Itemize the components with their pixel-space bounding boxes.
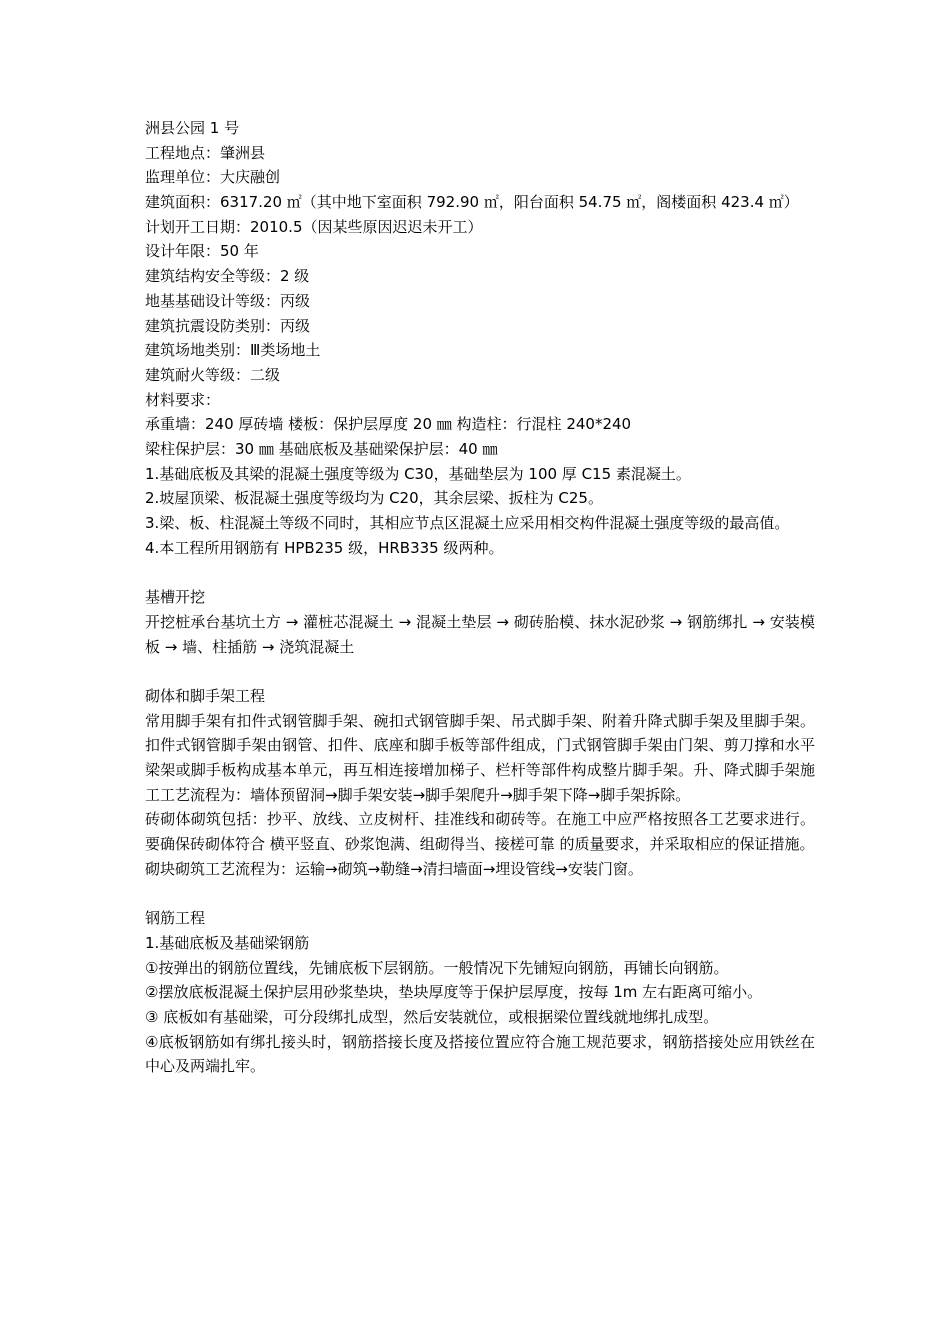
project-title: 洲县公园 1 号	[145, 119, 240, 137]
supervisor-unit: 监理单位：大庆融创	[145, 168, 281, 187]
seismic-class: 建筑抗震设防类别：丙级	[145, 316, 311, 335]
masonry-paragraph-3: 砌块砌筑工艺流程为：运输→砌筑→勒缝→清扫墙面→埋设管线→安装门窗。	[145, 859, 643, 878]
masonry-paragraph-1: 常用脚手架有扣件式钢管脚手架、碗扣式钢管脚手架、吊式脚手架、附着升降式脚手架及里脚手架。扣件式钢管脚手架由钢管、扣件、底座和脚手板等部件组成，门式钢管脚手架由门架、剪刀撑和水平梁架或脚手板构成基本单元，再互相连接增加梯子、栏杆等部件构成整片脚手架。升、降式脚手架施工工艺流程为：墙体预留洞→脚手架安装→脚手架爬升→脚手架下降→脚手架拆除。	[145, 711, 815, 804]
materials-line-1: 承重墙：240 厚砖墙 楼板：保护层厚度 20 ㎜ 构造柱：行混柱 240*240	[145, 415, 632, 434]
foundation-design-grade: 地基基础设计等级：丙级	[145, 291, 311, 310]
structural-safety-grade: 建筑结构安全等级：2 级	[145, 267, 310, 286]
masonry-paragraph-2: 砖砌体砌筑包括：抄平、放线、立皮树杆、挂准线和砌砖等。在施工中应严格按照各工艺要求进行。要确保砖砌体符合 横平竖直、砂浆饱满、组砌得当、接槎可靠 的质量要求，并采取相应的保证措施。	[145, 810, 815, 854]
site-class: 建筑场地类别：Ⅲ类场地土	[145, 341, 321, 360]
materials-line-2: 梁柱保护层：30 ㎜ 基础底板及基础梁保护层：40 ㎜	[145, 439, 498, 458]
building-area: 建筑面积：6317.20 ㎡（其中地下室面积 792.90 ㎡，阳台面积 54.75 ㎡，阁楼面积 423.4 ㎡）	[145, 193, 799, 212]
masonry-heading: 砌体和脚手架工程	[145, 686, 266, 705]
rebar-step-1: ①按弹出的钢筋位置线，先铺底板下层钢筋。一般情况下先铺短向钢筋，再铺长向钢筋。	[145, 958, 729, 977]
spacer	[145, 659, 815, 684]
requirement-3: 3.梁、板、柱混凝土等级不同时，其相应节点区混凝土应采用相交构件混凝土强度等级的最高值。	[145, 514, 790, 533]
requirement-1: 1.基础底板及其梁的混凝土强度等级为 C30，基础垫层为 100 厚 C15 素混凝土。	[145, 464, 691, 483]
requirement-4: 4.本工程所用钢筋有 HPB235 级，HRB335 级两种。	[145, 538, 504, 557]
project-location: 工程地点：肇洲县	[145, 143, 266, 162]
rebar-heading: 钢筋工程	[145, 909, 206, 928]
design-life: 设计年限：50 年	[145, 242, 259, 261]
excavation-heading: 基槽开挖	[145, 588, 206, 607]
fire-resistance-grade: 建筑耐火等级：二级	[145, 365, 281, 384]
rebar-subheading-1: 1.基础底板及基础梁钢筋	[145, 933, 310, 952]
document-body	[145, 116, 815, 1079]
rebar-step-3: ③ 底板如有基础梁，可分段绑扎成型，然后安装就位，或根据梁位置线就地绑扎成型。	[145, 1008, 719, 1026]
planned-start-date: 计划开工日期：2010.5（因某些原因迟迟未开工）	[145, 217, 483, 236]
spacer	[145, 560, 815, 585]
rebar-step-4: ④底板钢筋如有绑扎接头时，钢筋搭接长度及搭接位置应符合施工规范要求，钢筋搭接处应用铁丝在中心及两端扎牢。	[145, 1032, 815, 1076]
rebar-step-2: ②摆放底板混凝土保护层用砂浆垫块，垫块厚度等于保护层厚度，按每 1m 左右距离可缩小。	[145, 983, 763, 1002]
spacer	[145, 882, 815, 907]
requirement-2: 2.坡屋顶梁、板混凝土强度等级均为 C20，其余层梁、扳柱为 C25。	[145, 489, 603, 508]
materials-heading: 材料要求：	[145, 390, 221, 409]
excavation-flow: 开挖桩承台基坑土方 → 灌桩芯混凝土 → 混凝土垫层 → 砌砖胎模、抹水泥砂浆 → 钢筋绑扎 → 安装模板 → 墙、柱插筋 → 浇筑混凝土	[145, 612, 815, 656]
